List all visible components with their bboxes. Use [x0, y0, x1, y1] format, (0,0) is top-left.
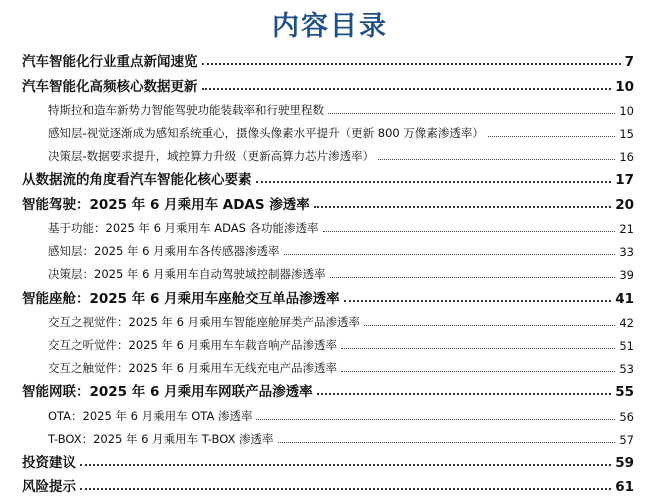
toc-entry-title: T-BOX：2025 年 6 月乘用车 T-BOX 渗透率: [48, 431, 274, 446]
toc-section-entry[interactable]: [22, 70, 634, 94]
toc-page-number: 17: [615, 172, 634, 189]
toc-entry-title: 交互之听觉件：2025 年 6 月乘用车车载音响产品渗透率: [48, 337, 338, 352]
dot-leader: [256, 419, 615, 420]
toc-section-entry[interactable]: [22, 282, 634, 306]
toc-subsection-entry[interactable]: [22, 95, 634, 118]
toc-page-number: 33: [619, 245, 634, 260]
dot-leader: [330, 277, 616, 278]
toc-page-number: 53: [619, 362, 634, 377]
toc-subsection-entry[interactable]: [22, 330, 634, 353]
toc-page-number: 61: [615, 479, 634, 496]
dot-leader: [317, 393, 612, 395]
toc-page-number: 20: [615, 196, 634, 213]
toc-page-number: 15: [619, 126, 634, 141]
toc-entry-title: 感知层：2025 年 6 月乘用车各传感器渗透率: [48, 244, 280, 259]
toc-entry-title: 基于功能：2025 年 6 月乘用车 ADAS 各功能渗透率: [48, 220, 319, 235]
dot-leader: [364, 325, 615, 326]
toc-entry-title: 智能驾驶：2025 年 6 月乘用车 ADAS 渗透率: [22, 196, 310, 213]
toc-section-entry[interactable]: [22, 164, 634, 188]
toc-entry-title: OTA：2025 年 6 月乘用车 OTA 渗透率: [48, 408, 253, 423]
toc-subsection-entry[interactable]: [22, 400, 634, 423]
toc-page-number: 56: [619, 409, 634, 424]
toc-subsection-entry[interactable]: [22, 213, 634, 236]
toc-page-number: 59: [615, 455, 634, 472]
toc-entry-title: 交互之视觉件：2025 年 6 月乘用车智能座舱屏类产品渗透率: [48, 314, 361, 329]
toc-subsection-entry[interactable]: [22, 141, 634, 164]
toc-entry-title: 智能网联：2025 年 6 月乘用车网联产品渗透率: [22, 384, 313, 401]
dot-leader: [284, 254, 616, 255]
toc-page-number: 10: [619, 103, 634, 118]
toc-entry-title: 交互之触觉件：2025 年 6 月乘用车无线充电产品渗透率: [48, 361, 338, 376]
toc-page-number: 39: [619, 268, 634, 283]
page-title: 内容目录: [272, 11, 388, 42]
toc-page-number: 51: [619, 338, 634, 353]
dot-leader: [80, 488, 611, 490]
toc-page-number: 7: [624, 54, 634, 71]
toc-section-entry[interactable]: [22, 376, 634, 400]
toc-subsection-entry[interactable]: [22, 118, 634, 141]
toc-page-number: 57: [619, 432, 634, 447]
dot-leader: [256, 181, 612, 183]
table-of-contents: [22, 46, 634, 495]
dot-leader: [202, 63, 621, 65]
toc-entry-title: 决策层-数据要求提升，域控算力升级（更新高算力芯片渗透率）: [48, 149, 375, 164]
toc-subsection-entry[interactable]: [22, 353, 634, 376]
toc-section-entry[interactable]: [22, 471, 634, 495]
toc-page-number: 21: [619, 221, 634, 236]
dot-leader: [323, 231, 616, 232]
dot-leader: [278, 442, 616, 443]
toc-subsection-entry[interactable]: [22, 424, 634, 447]
toc-section-entry[interactable]: [22, 447, 634, 471]
dot-leader: [314, 206, 611, 208]
toc-section-entry[interactable]: [22, 188, 634, 212]
toc-page-number: 42: [619, 315, 634, 330]
toc-entry-title: 汽车智能化行业重点新闻速览: [22, 54, 198, 71]
toc-entry-title: 投资建议: [22, 455, 76, 472]
toc-entry-title: 智能座舱：2025 年 6 月乘用车座舱交互单品渗透率: [22, 290, 340, 307]
toc-entry-title: 从数据流的角度看汽车智能化核心要素: [22, 172, 252, 189]
dot-leader: [341, 371, 615, 372]
toc-entry-title: 感知层-视觉逐渐成为感知系统重心，摄像头像素水平提升（更新 800 万像素渗透率）: [48, 125, 484, 140]
dot-leader: [328, 113, 615, 114]
toc-entry-title: 决策层：2025 年 6 月乘用车自动驾驶域控制器渗透率: [48, 267, 326, 282]
toc-subsection-entry[interactable]: [22, 307, 634, 330]
toc-entry-title: 风险提示: [22, 479, 76, 496]
dot-leader: [80, 464, 611, 466]
toc-section-entry[interactable]: [22, 46, 634, 70]
toc-page-number: 41: [615, 290, 634, 307]
toc-page-number: 10: [615, 78, 634, 95]
dot-leader: [488, 136, 615, 137]
dot-leader: [344, 300, 612, 302]
dot-leader: [378, 159, 615, 160]
toc-subsection-entry[interactable]: [22, 236, 634, 259]
dot-leader: [202, 88, 612, 90]
dot-leader: [341, 348, 615, 349]
toc-page-number: 16: [619, 150, 634, 165]
toc-entry-title: 特斯拉和造车新势力智能驾驶功能装载率和行驶里程数: [48, 102, 324, 117]
toc-subsection-entry[interactable]: [22, 259, 634, 282]
toc-page-number: 55: [615, 384, 634, 401]
toc-entry-title: 汽车智能化高频核心数据更新: [22, 78, 198, 95]
